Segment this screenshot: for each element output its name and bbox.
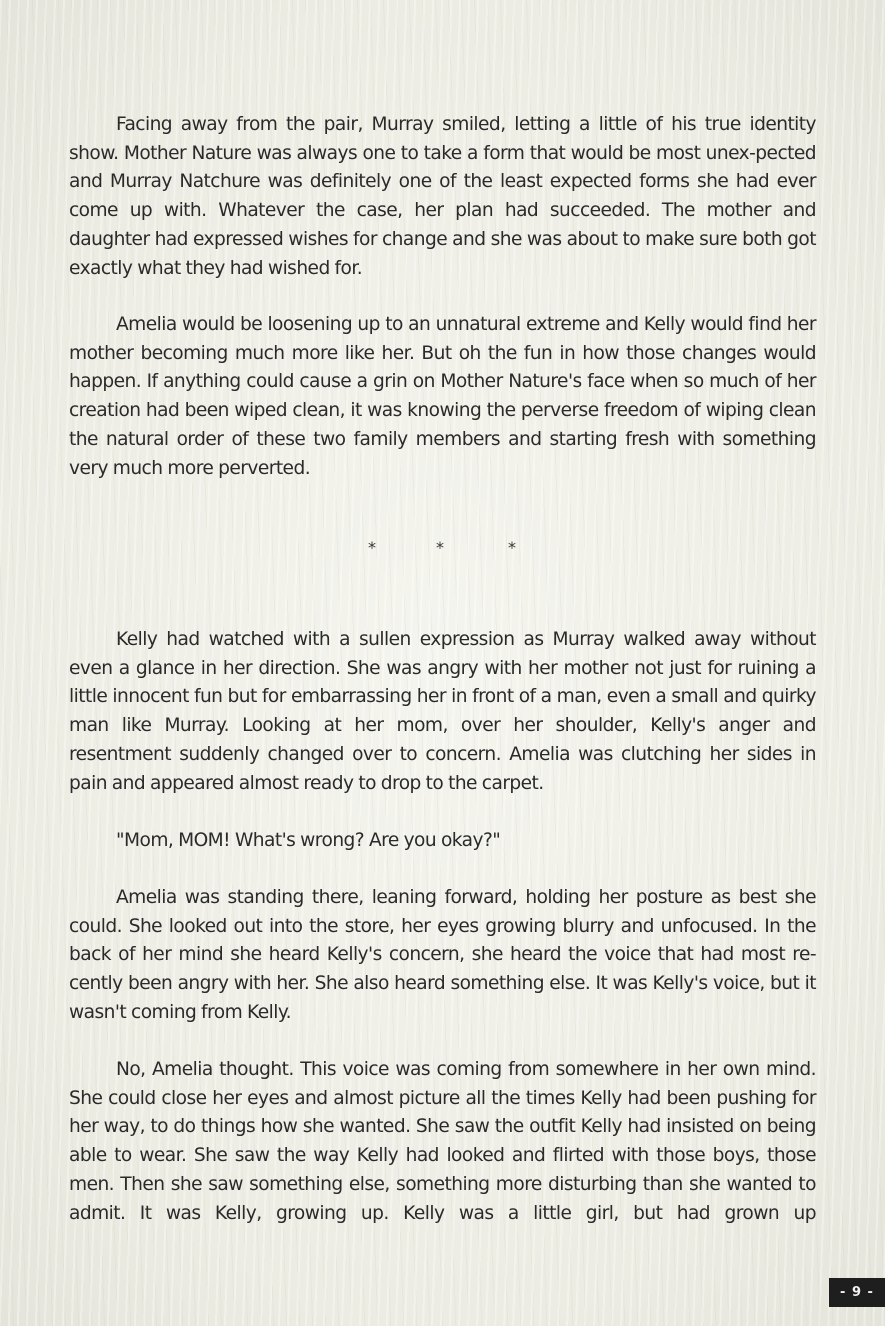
paragraph-dialogue: "Mom, MOM! What's wrong? Are you okay?" — [116, 830, 501, 851]
paragraph-amelia-loosening: Amelia would be loosening up to an unnatural extreme and Kelly would find her mother becoming much more like her. But oh the fun in how those changes would happen. If anything could cause a grin on Mother Nature's face when so much of her creation had been wiped clean, it was knowing the perverse freedom of wiping clean the natural order of these two family members and starting fresh with something very much more perverted. — [69, 314, 816, 479]
section-separator — [0, 538, 885, 558]
separator-asterisk: * — [368, 538, 376, 557]
paragraph-kelly-watched: Kelly had watched with a sullen expression as Murray walked away without even a glance in her direction. She was angry with her mother not just for ruining a little innocent fun but for embarrassing her in front of a man, even a small and quirky man like Murray. Looking at her mom, over her shoulder, Kelly's anger and resentment suddenly changed over to concern. Amelia was clutching her sides in pain and appeared almost ready to drop to the carpet. — [69, 629, 816, 794]
separator-asterisk: * — [436, 538, 444, 557]
paragraph-amelia-thought: No, Amelia thought. This voice was coming from somewhere in her own mind. She could close her eyes and almost picture all the times Kelly had been pushing for her way, to do things how she wanted. She saw the outfit Kelly had insisted on being able to wear. She saw the way Kelly had looked and flirted with those boys, those men. Then she saw something else, something more disturbing than she wanted to admit. It was Kelly, growing up. Kelly was a little girl, but had grown up — [69, 1059, 816, 1224]
separator-asterisk: * — [508, 538, 516, 557]
paragraph-amelia-standing: Amelia was standing there, leaning forward, holding her posture as best she could. She looked out into the store, her eyes growing blurry and unfocused. In the back of her mind she heard Kelly's concern, she heard the voice that had most re-cently been angry with her. She also heard something else. It was Kelly's voice, but it wasn't coming from Kelly. — [69, 887, 816, 1023]
paragraph-murray-smiled: Facing away from the pair, Murray smiled, letting a little of his true identity show. Mother Nature was always one to take a form that would be most unex-pected and Murray Natchure was definitely one of the least expected forms she had ever come up with. Whatever the case, her plan had succeeded. The mother and daughter had expressed wishes for change and she was about to make sure both got exactly what they had wished for. — [69, 114, 816, 279]
page-number-badge: - 9 - — [829, 1278, 885, 1307]
